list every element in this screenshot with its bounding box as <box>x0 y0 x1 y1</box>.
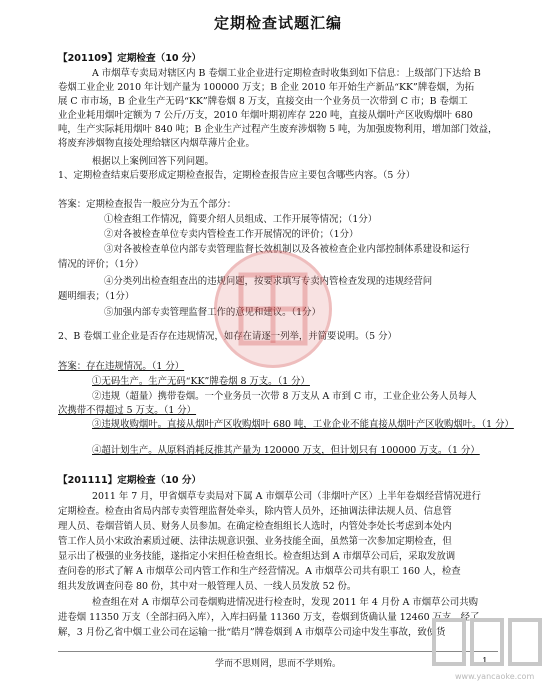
answer-line: 答案：定期检查报告一般应分为五个部分： <box>58 199 237 210</box>
answer-line: ③违规收购烟叶。直接从烟叶产区收购烟叶 680 吨，工业企业不能直接从烟叶产区收购烟叶。（1 分） <box>92 419 514 430</box>
paragraph-line: 理人员、卷烟营销人员、财务人员参加。在确定检查组组长人选时，内管处李处长考虑到本处内 <box>58 521 452 532</box>
paragraph-line: 定期检查。检查由省局内部专卖管理监督处牵头，除内管人员外，还抽调法律法规人员、信息管 <box>58 506 452 517</box>
paragraph-line: 根据以上案例回答下列问题。 <box>92 156 214 167</box>
answer-line: ⑤加强内部专卖管理监督工作的意见和建议。（1分） <box>104 307 321 318</box>
section-heading-201111: 【201111】定期检查（10 分） <box>58 475 202 486</box>
paragraph-line: 显示出了极强的业务技能，遂指定小宋担任检查组长。检查组达到 A 市烟草公司后，采取发放调 <box>58 551 456 562</box>
paragraph-line: 将废弃涉烟物直接处理给辖区内烟草薄片企业。 <box>58 138 255 149</box>
paragraph-line: 检查组在对 A 市烟草公司卷烟购进情况进行检查时，发现 2011 年 4 月份 A 市烟草公司共购 <box>92 597 478 608</box>
answer-line: ①无码生产。生产无码“KK”牌卷烟 8 万支。（1 分） <box>92 376 310 387</box>
paragraph-line: 管工作人员小宋政治素质过硬、法律法规意识强、业务技能全面，虽然第一次参加定期检查，但 <box>58 536 452 547</box>
answer-line: ③对各被检查单位内部专卖管理监督长效机制以及各被检查企业内部控制体系建设和运行 <box>104 244 470 255</box>
page-number: 1 <box>482 657 488 667</box>
paragraph-line: 组共发放调查问卷 80 份，其中对一般管理人员、一线人员发放 52 份。 <box>58 581 357 592</box>
paragraph-line: 卷烟工业企业 2010 年计划产量为 100000 万支；B 企业 2010 年开始生产新品“KK”牌卷烟，为拓 <box>58 82 475 93</box>
answer-line: ②违规（超量）携带卷烟。一个业务员一次带 8 万支从 A 市到 C 市，工业企业公务人员每人 <box>92 391 477 402</box>
question-1: 1、定期检查结束后要形成定期检查报告，定期检查报告应主要包含哪些内容。（5 分） <box>58 170 416 181</box>
watermark-url: www.yancaoke.com <box>455 672 535 681</box>
answer-line: ④分类列出检查组查出的违规问题，按要求填写专卖内管检查发现的违规经营问 <box>104 276 433 287</box>
paragraph-line: 2011 年 7 月，甲省烟草专卖局对下属 A 市烟草公司（非烟叶产区）上半年卷烟经营情况进行 <box>92 491 481 502</box>
paragraph-line: 业企业耗用烟叶定额为 7 公斤/万支，2010 年烟叶期初库存 220 吨，直接从烟叶产区收购烟叶 680 <box>58 110 473 121</box>
answer-line: 次携带不得超过 5 万支。（1 分） <box>58 405 197 416</box>
answer-line: 答案：存在违规情况。（1 分） <box>58 361 185 372</box>
paragraph-line: 进卷烟 11350 万支（全部扫码入库），入库扫码量 11360 万支，卷烟到货确认量 12460 万支。经了 <box>58 612 480 623</box>
question-2: 2、B 卷烟工业企业是否存在违规情况，如存在请逐一列举，并简要说明。（5 分） <box>58 331 397 342</box>
seal-watermark <box>214 250 332 368</box>
paragraph-line: 查问卷的形式了解 A 市烟草公司内管工作和生产经营情况。A 市烟草公司共有职工 160 人，检查 <box>58 566 461 577</box>
paragraph-line: 解，3 月份乙省中烟工业公司在运输一批“皓月”牌卷烟到 A 市烟草公司途中发生事故，致使货 <box>58 627 446 638</box>
answer-line: 题明细表；（1分） <box>58 291 135 302</box>
footer-motto: 学而不思则罔，思而不学则殆。 <box>214 659 341 669</box>
paragraph-line: A 市烟草专卖局对辖区内 B 卷烟工业企业进行定期检查时收集到如下信息：上级部门下达给 B <box>92 68 481 79</box>
answer-line: 情况的评价；（1分） <box>58 259 144 270</box>
answer-line: ④超计划生产。从原料消耗反推其产量为 120000 万支，但计划只有 100000 万支。（1 分） <box>92 445 480 456</box>
answer-line: ②对各被检查单位专卖内管检查工作开展情况的评价；（1分） <box>104 229 359 240</box>
paragraph-line: 吨，生产实际耗用烟叶 840 吨；B 企业生产过程产生废弃涉烟物 5 吨，为加强废物利用，增加部门效益， <box>58 124 498 135</box>
section-heading-201109: 【201109】定期检查（10 分） <box>58 53 202 64</box>
answer-line: ①检查组工作情况，简要介绍人员组成、工作开展等情况；（1分） <box>104 214 378 225</box>
document-title: 定期检查试题汇编 <box>213 14 342 32</box>
paragraph-line: 展 C 市市场，B 企业生产无码“KK”牌卷烟 8 万支，直接交由一个业务员一次带到 C 市；B 卷烟工 <box>58 96 468 107</box>
